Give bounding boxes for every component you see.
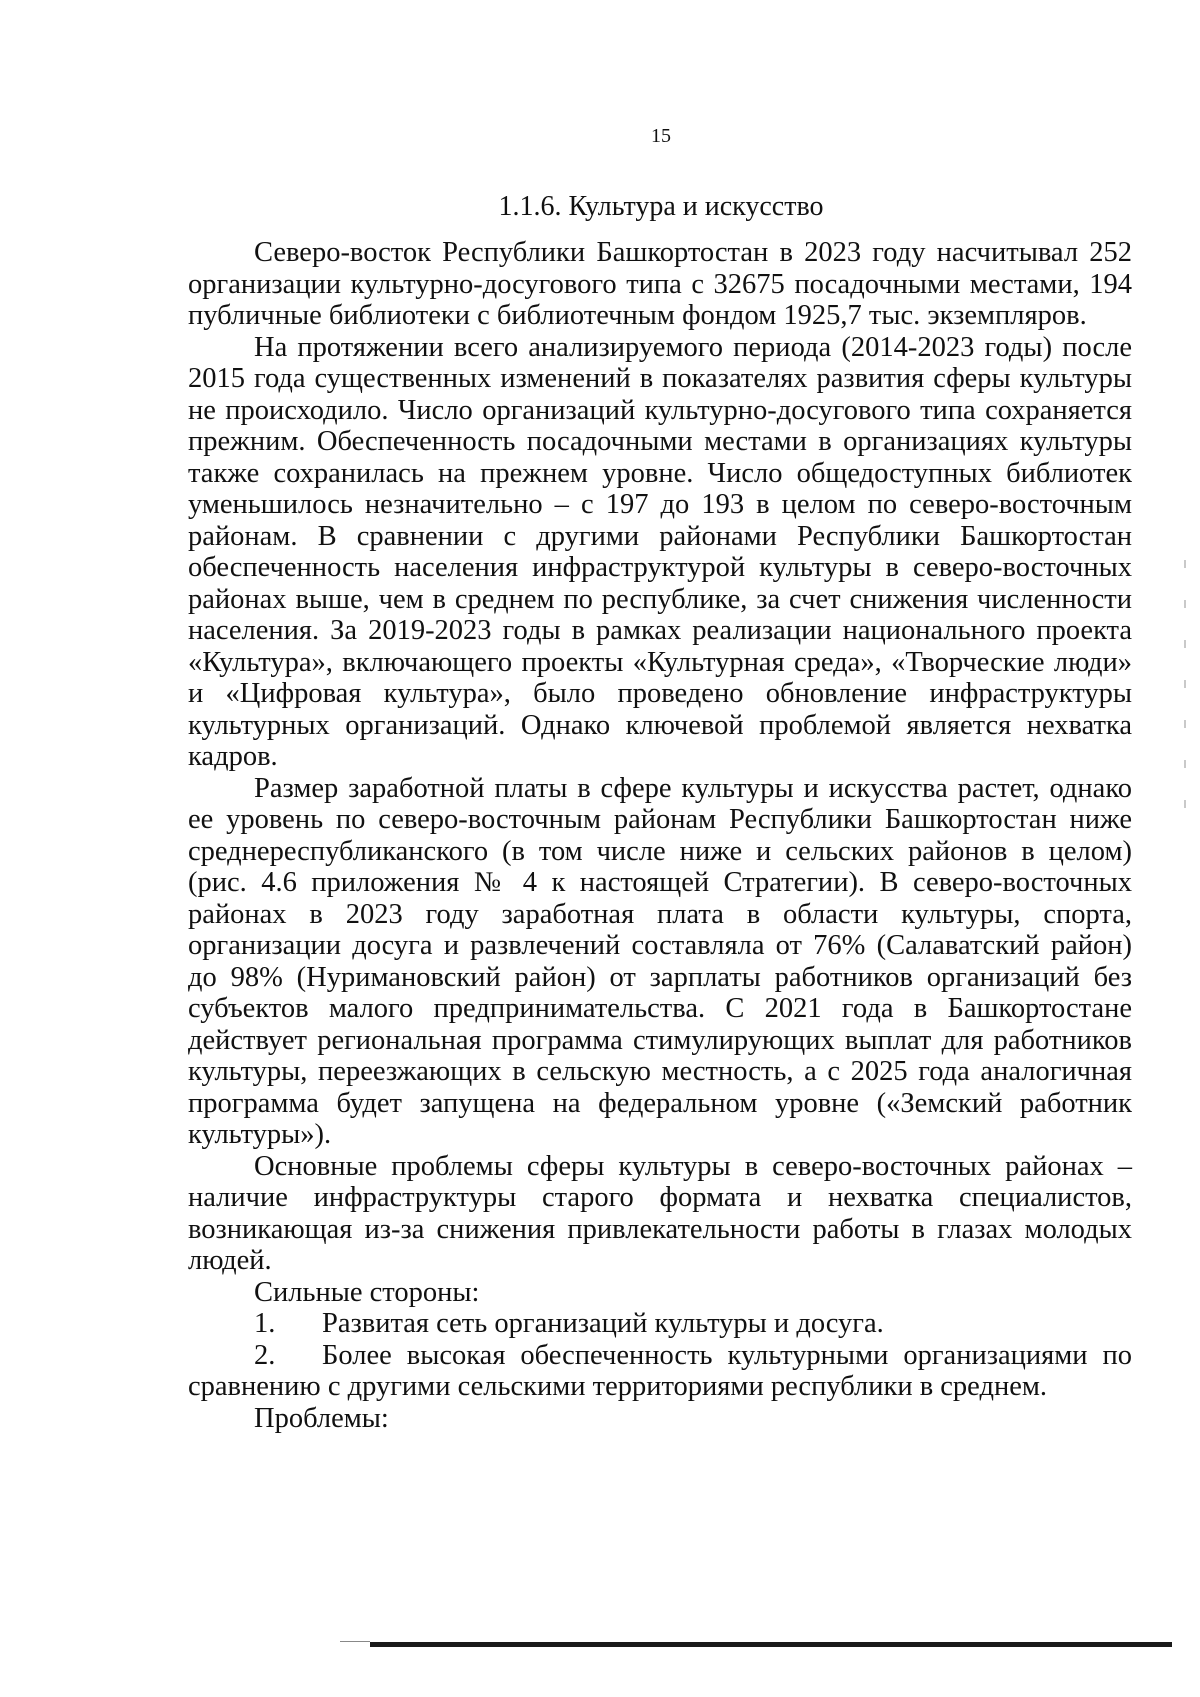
paragraph: Основные проблемы сферы культуры в северо-восточных районах – наличие инфраструктуры старого формата и нехватка специалистов, возникающая из-за снижения привлекательности работы в глазах молодых людей. [188, 1150, 1132, 1276]
list-item-number: 2. [254, 1339, 276, 1371]
scan-edge-marks [1184, 560, 1186, 820]
paragraph: Размер заработной платы в сфере культуры и искусства растет, однако ее уровень по северо-восточным районам Республики Башкортостан ниже среднереспубликанского (в том числе ниже и сельских районов в целом) (рис. 4.6 приложения № 4 к настоящей Стратегии). В северо-восточных районах в 2023 году заработная плата в области культуры, спорта, организации досуга и развлечений составляла от 76% (Салаватский район) до 98% (Нуримановский район) от зарплаты работников организаций без субъектов малого предпринимательства. С 2021 года в Башкортостане действует региональная программа стимулирующих выплат для работников культуры, переезжающих в сельскую местность, а с 2025 года аналогичная программа будет запущена на федеральном уровне («Земский работник культуры»). [188, 772, 1132, 1150]
strengths-heading: Сильные стороны: [254, 1276, 480, 1308]
page-number: 15 [651, 125, 671, 147]
paragraph: На протяжении всего анализируемого периода (2014-2023 годы) после 2015 года существенных изменений в показателях развития сферы культуры не происходило. Число организаций культурно-досугового типа сохраняется прежним. Обеспеченность посадочными местами в организациях культуры также сохранилась на прежнем уровне. Число общедоступных библиотек уменьшилось незначительно – с 197 до 193 в целом по северо-восточным районам. В сравнении с другими районами Республики Башкортостан обеспеченность населения инфраструктурой культуры в северо-восточных районах выше, чем в среднем по республике, за счет снижения численности населения. За 2019-2023 годы в рамках реализации национального проекта «Культура», включающего проекты «Культурная среда», «Творческие люди» и «Цифровая культура», было проведено обновление инфраструктуры культурных организаций. Однако ключевой проблемой является нехватка кадров. [188, 331, 1132, 772]
scan-artifact-line [340, 1641, 370, 1642]
section-title: 1.1.6. Культура и искусство [498, 191, 824, 222]
footer-rule [370, 1642, 1172, 1647]
problems-heading: Проблемы: [254, 1402, 389, 1434]
paragraph: Северо-восток Республики Башкортостан в 2023 году насчитывал 252 организации культурно-досугового типа с 32675 посадочными местами, 194 публичные библиотеки с библиотечным фондом 1925,7 тыс. экземпляров. [188, 237, 1132, 331]
list-item-text: Более высокая обеспеченность культурными организациями по сравнению с другими сельскими территориями республики в среднем. [188, 1339, 1132, 1402]
list-item-text: Развитая сеть организаций культуры и досуга. [322, 1308, 884, 1339]
list-item-number: 1. [254, 1308, 276, 1339]
list-item [188, 1340, 1132, 1403]
document-body [188, 237, 1132, 1434]
list-item [188, 1308, 1132, 1340]
